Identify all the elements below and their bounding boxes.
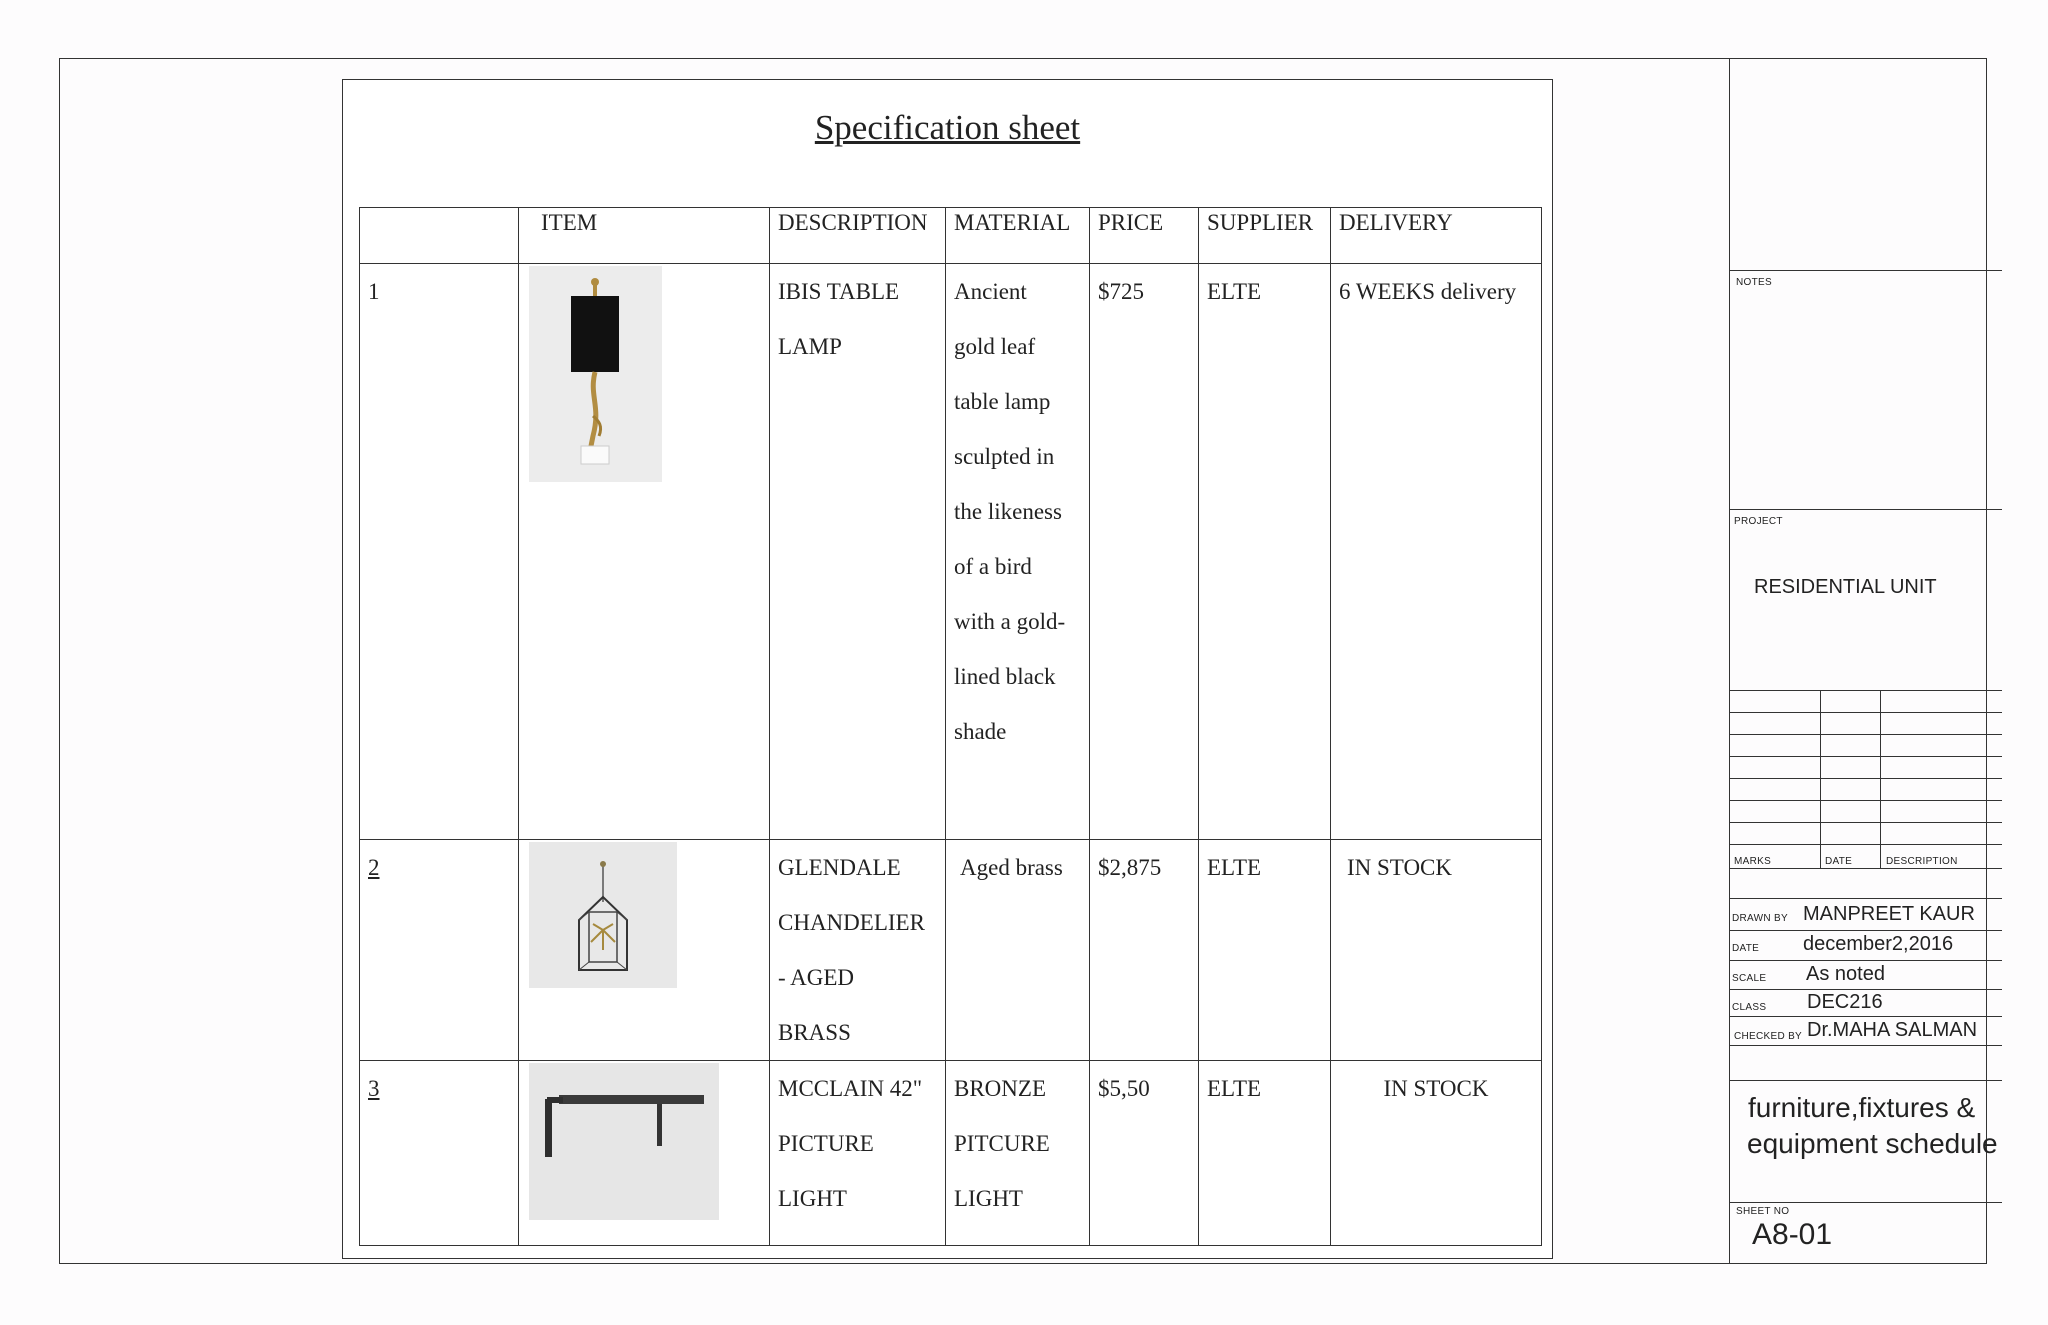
table-row — [360, 264, 1542, 840]
header-material: MATERIAL — [946, 208, 1090, 264]
sheet-number-label: SHEET NO — [1736, 1206, 1790, 1217]
description-line: BRASS — [778, 1020, 851, 1045]
material-line: with a gold- — [954, 609, 1066, 634]
material-line: LIGHT — [954, 1186, 1023, 1211]
divider — [1730, 756, 2002, 757]
sheet-title: Specification sheet — [814, 108, 1081, 147]
divider — [1730, 800, 2002, 801]
material-line: Aged brass — [960, 855, 1063, 880]
sheet-number-value: A8-01 — [1752, 1218, 1833, 1251]
class-label: CLASS — [1732, 1002, 1767, 1013]
divider — [1730, 960, 2002, 961]
divider — [1730, 270, 2002, 271]
checked-by-label: CHECKED BY — [1734, 1031, 1803, 1042]
header-delivery: DELIVERY — [1331, 208, 1542, 264]
item-image-cell — [519, 264, 770, 840]
table-header-row — [360, 208, 1542, 264]
material-line: lined black — [954, 664, 1056, 689]
header-price: PRICE — [1090, 208, 1199, 264]
checked-by-value: Dr.MAHA SALMAN — [1807, 1019, 1978, 1041]
description-cell — [770, 1061, 946, 1246]
date-value: december2,2016 — [1803, 933, 1954, 955]
drawn-by-label: DRAWN BY — [1732, 913, 1788, 924]
marks-label: MARKS — [1734, 856, 1772, 867]
specification-table — [359, 207, 1542, 1246]
table-row — [360, 1061, 1542, 1246]
header-supplier: SUPPLIER — [1199, 208, 1331, 264]
chandelier-image — [529, 842, 677, 988]
scale-label: SCALE — [1732, 973, 1767, 984]
material-line: sculpted in — [954, 444, 1055, 469]
divider — [1730, 712, 2002, 713]
description-cell — [770, 264, 946, 840]
table-lamp-image — [529, 266, 662, 482]
description-cell — [770, 840, 946, 1061]
notes-label: NOTES — [1736, 277, 1772, 288]
material-cell — [946, 264, 1090, 840]
supplier-cell: ELTE — [1199, 1061, 1331, 1246]
header-item: ITEM — [519, 208, 770, 264]
divider — [1730, 778, 2002, 779]
description-line: LIGHT — [778, 1186, 847, 1211]
material-line: the likeness — [954, 499, 1062, 524]
divider — [1730, 1202, 2002, 1203]
drawn-by-value: MANPREET KAUR — [1803, 903, 1975, 925]
picture-light-icon — [529, 1063, 719, 1220]
description-column-label: DESCRIPTION — [1886, 856, 1958, 867]
material-line: Ancient — [954, 279, 1027, 304]
description-line: - AGED — [778, 965, 855, 990]
divider — [1730, 844, 2002, 845]
divider — [1730, 989, 2002, 990]
material-line: PITCURE — [954, 1131, 1050, 1156]
chandelier-icon — [529, 842, 677, 988]
divider — [1730, 690, 2002, 691]
material-cell — [946, 1061, 1090, 1246]
project-value: RESIDENTIAL UNIT — [1754, 576, 1937, 598]
scale-value: As noted — [1806, 963, 1885, 985]
description-line: CHANDELIER — [778, 910, 925, 935]
table-lamp-icon — [529, 266, 662, 482]
class-value: DEC216 — [1807, 991, 1883, 1013]
row-number: 1 — [360, 264, 519, 840]
material-line: of a bird — [954, 554, 1032, 579]
project-label: PROJECT — [1734, 516, 1783, 527]
sheet-title-line-2: equipment schedule — [1747, 1128, 1998, 1159]
sheet-title-line-1: furniture,fixtures & — [1748, 1092, 1976, 1123]
grid-line — [1880, 690, 1881, 868]
divider — [1730, 1080, 2002, 1081]
supplier-cell: ELTE — [1199, 840, 1331, 1061]
description-line: GLENDALE — [778, 855, 901, 880]
item-image-cell — [519, 1061, 770, 1246]
material-line: shade — [954, 719, 1007, 744]
divider — [1730, 509, 2002, 510]
divider — [1730, 734, 2002, 735]
divider — [1730, 1016, 2002, 1017]
header-description: DESCRIPTION — [770, 208, 946, 264]
divider — [1730, 898, 2002, 899]
specification-frame — [342, 79, 1553, 1259]
table-row — [360, 840, 1542, 1061]
description-line: IBIS TABLE — [778, 279, 900, 304]
price-cell: $2,875 — [1090, 840, 1199, 1061]
delivery-cell: IN STOCK — [1331, 840, 1542, 1061]
material-line: BRONZE — [954, 1076, 1046, 1101]
header-number — [360, 208, 519, 264]
item-image-cell — [519, 840, 770, 1061]
picture-light-image — [529, 1063, 719, 1220]
supplier-cell: ELTE — [1199, 264, 1331, 840]
title-block — [1729, 58, 2002, 1264]
description-line: PICTURE — [778, 1131, 874, 1156]
delivery-cell: IN STOCK — [1331, 1061, 1542, 1246]
divider — [1730, 868, 2002, 869]
price-cell: $5,50 — [1090, 1061, 1199, 1246]
date-column-label: DATE — [1825, 856, 1853, 867]
description-line: MCCLAIN 42" — [778, 1076, 923, 1101]
material-cell — [946, 840, 1090, 1061]
row-number: 2 — [360, 840, 519, 1061]
price-cell: $725 — [1090, 264, 1199, 840]
description-line: LAMP — [778, 334, 842, 359]
divider — [1730, 822, 2002, 823]
row-number: 3 — [360, 1061, 519, 1246]
material-line: table lamp — [954, 389, 1051, 414]
grid-line — [1820, 690, 1821, 868]
material-line: gold leaf — [954, 334, 1036, 359]
delivery-cell: 6 WEEKS delivery — [1331, 264, 1542, 840]
divider — [1730, 930, 2002, 931]
divider — [1730, 1045, 2002, 1046]
date-label: DATE — [1732, 943, 1760, 954]
